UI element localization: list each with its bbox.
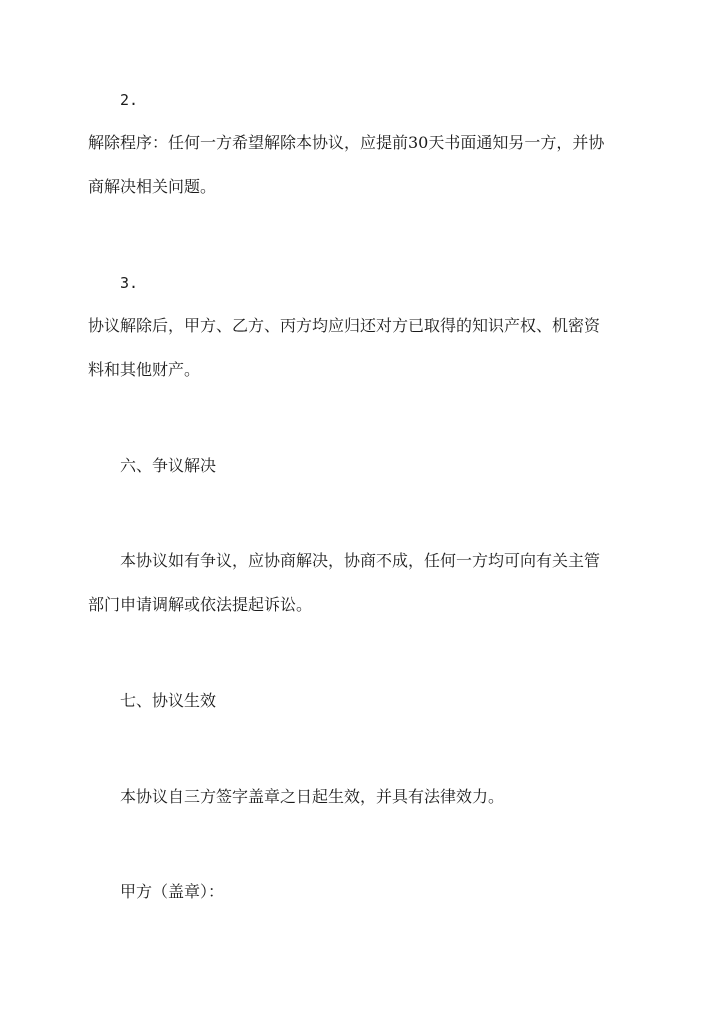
- item-3-text-line-2: 料和其他财产。: [88, 360, 201, 379]
- party-a-seal-label: 甲方（盖章）：: [120, 882, 225, 901]
- section-6-text-line-1: 本协议如有争议，应协商解决，协商不成，任何一方均可向有关主管: [120, 551, 601, 570]
- section-7-heading: 七、协议生效: [120, 691, 217, 710]
- section-7-text-line-1: 本协议自三方签字盖章之日起生效，并具有法律效力。: [120, 787, 505, 806]
- section-6-text-line-2: 部门申请调解或依法提起诉讼。: [88, 595, 313, 614]
- item-2-number: 2.: [120, 91, 139, 109]
- section-6-heading: 六、争议解决: [120, 456, 217, 475]
- item-3-number: 3.: [120, 274, 139, 292]
- item-3-text-line-1: 协议解除后，甲方、乙方、丙方均应归还对方已取得的知识产权、机密资: [88, 316, 601, 335]
- item-2-text-line-1: 解除程序：任何一方希望解除本协议，应提前30天书面通知另一方，并协: [88, 133, 605, 152]
- item-2-text-line-2: 商解决相关问题。: [88, 177, 217, 196]
